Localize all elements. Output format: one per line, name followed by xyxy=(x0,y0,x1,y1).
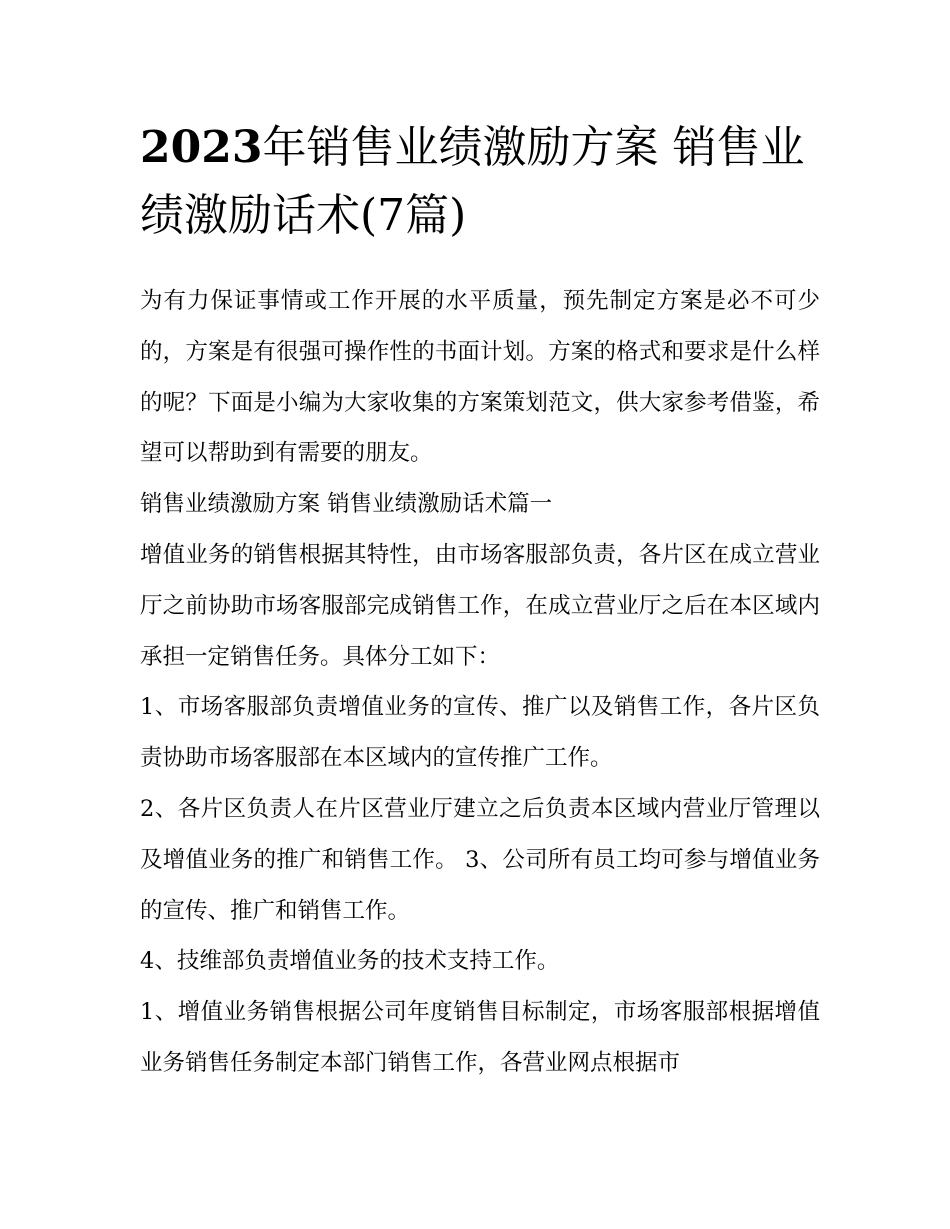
list-item: 4、技维部负责增值业务的技术支持工作。 xyxy=(140,948,560,975)
title-text: 年销售业绩激励方案 销售业绩激励话术(7篇) xyxy=(140,122,805,241)
list-item: 2、各片区负责人在片区营业厅建立之后负责本区域内营业厅管理以及增值业务的推广和销售工作。 3、公司所有员工均可参与增值业务的宣传、推广和销售工作。 xyxy=(140,795,820,924)
section-heading: 销售业绩激励方案 销售业绩激励话术篇一 xyxy=(140,491,553,518)
list-item: 1、市场客服部负责增值业务的宣传、推广以及销售工作，各片区负责协助市场客服部在本区域内的宣传推广工作。 xyxy=(140,694,820,772)
document-title xyxy=(140,114,820,250)
list-item: 1、增值业务销售根据公司年度销售目标制定，市场客服部根据增值业务销售任务制定本部门销售工作，各营业网点根据市 xyxy=(140,999,820,1076)
intro-paragraph: 为有力保证事情或工作开展的水平质量，预先制定方案是必不可少的，方案是有很强可操作性的书面计划。方案的格式和要求是什么样的呢？下面是小编为大家收集的方案策划范文，供大家参考借鉴，希望可以帮助到有需要的朋友。 xyxy=(140,288,820,467)
title-year: 2023 xyxy=(140,122,263,173)
body-paragraph: 增值业务的销售根据其特性，由市场客服部负责，各片区在成立营业厅之前协助市场客服部完成销售工作，在成立营业厅之后在本区域内承担一定销售任务。具体分工如下： xyxy=(140,541,820,670)
document-body xyxy=(140,276,820,1089)
